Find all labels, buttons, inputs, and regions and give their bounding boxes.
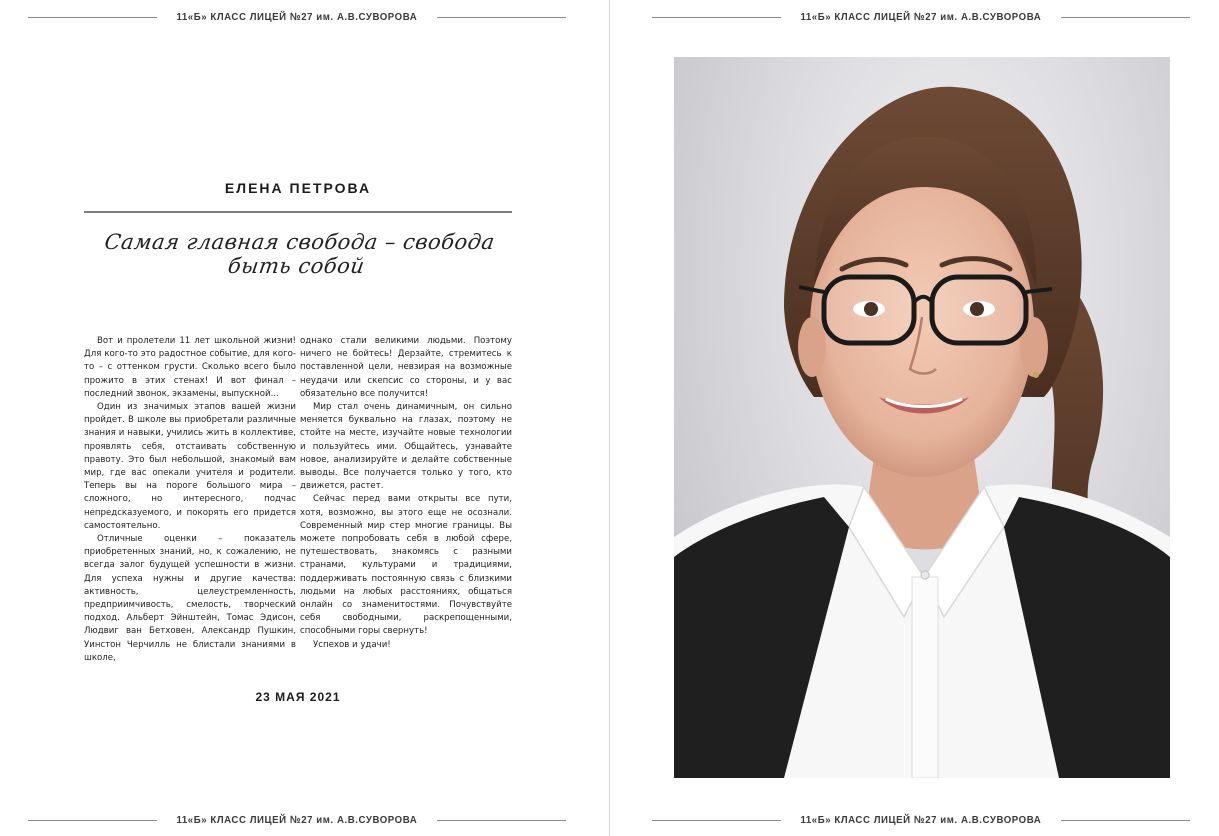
header-text: 11«Б» КЛАСС ЛИЦЕЙ №27 им. А.В.СУВОРОВА: [800, 11, 1042, 23]
paragraph: Вот и пролетели 11 лет школьной жизни! Для кого-то это радостное событие, для кого-то – с оттенком грусти. Сколько всего было прожито в этих стенах! И вот финал – последний звонок, экзамены, выпускной...: [84, 336, 296, 399]
header-rule-right: [1061, 17, 1190, 18]
footer-text: 11«Б» КЛАСС ЛИЦЕЙ №27 им. А.В.СУВОРОВА: [176, 814, 418, 826]
footer-rule-right: [437, 820, 566, 821]
header-text: 11«Б» КЛАСС ЛИЦЕЙ №27 им. А.В.СУВОРОВА: [176, 11, 418, 23]
footer-rule-left: [652, 820, 781, 821]
right-page: [610, 0, 1219, 836]
paragraph: однако стали великими людьми. Поэтому ничего не бойтесь! Дерзайте, стремитесь к поставленной цели, невзирая на возможные неудачи или скепсис со стороны, и у вас обязательно все получится!: [300, 336, 512, 399]
footer-text: 11«Б» КЛАСС ЛИЦЕЙ №27 им. А.В.СУВОРОВА: [800, 814, 1042, 826]
footer-rule-left: [28, 820, 157, 821]
text-column-2: [300, 335, 512, 652]
page-header: [652, 10, 1190, 24]
left-page: [0, 0, 609, 836]
text-column-1: [84, 335, 296, 665]
student-portrait-photo: [674, 57, 1170, 778]
motto-quote: Самая главная свобода – свобода быть собой: [103, 230, 497, 278]
article-date: 23 МАЯ 2021: [255, 690, 341, 704]
paragraph: Мир стал очень динамичным, он сильно меняется буквально на глазах, поэтому не стойте на месте, изучайте новые технологии и пользуйтесь ими. Общайтесь, узнавайте новое, анализируйте и делайте собственные выводы. Все получается только у того, кто движется, растет.: [300, 402, 512, 492]
paragraph: Успехов и удачи!: [313, 639, 391, 650]
name-divider: [84, 211, 512, 213]
footer-rule-right: [1061, 820, 1190, 821]
header-rule-left: [652, 17, 781, 18]
student-name: ЕЛЕНА ПЕТРОВА: [224, 180, 372, 196]
portrait-illustration: [674, 57, 1170, 778]
header-rule-right: [437, 17, 566, 18]
page-footer: [28, 813, 566, 827]
paragraph: Отличные оценки – показатель приобретенных знаний, но, к сожалению, не всегда залог будущей успешности в жизни. Для успеха нужны и другие качества: активность, целеустремленность, предприимчивость, смелость, творческий подход. Альберт Эйнштейн, Томас Эдисон, Людвиг ван Бетховен, Александр Пушкин, Уинстон Черчилль не блистали знаниями в школе,: [84, 534, 296, 663]
paragraph: Один из значимых этапов вашей жизни пройдет. В школе вы приобретали различные знания и навыки, учились жить в коллективе, проявлять себя, отстаивать собственную правоту. Это был небольшой, знакомый вам мир, где вас опекали учителя и родители. Теперь вы на пороге большого мира – сложного, но интересного, подчас непредсказуемого, и покорять его придется самостоятельно.: [84, 402, 296, 531]
header-rule-left: [28, 17, 157, 18]
paragraph: Сейчас перед вами открыты все пути, хотя, возможно, вы этого еще не осознали. Современный мир стер многие границы. Вы можете попробовать себя в любой сфере, путешествовать, знакомясь с разными странами, культурами и традициями, поддерживать постоянную связь с близкими людьми на любых расстояниях, общаться онлайн со знаменитостями. Почувствуйте себя свободными, раскрепощенными, способными горы свернуть!: [300, 494, 512, 637]
page-header: [28, 10, 566, 24]
page-footer: [652, 813, 1190, 827]
